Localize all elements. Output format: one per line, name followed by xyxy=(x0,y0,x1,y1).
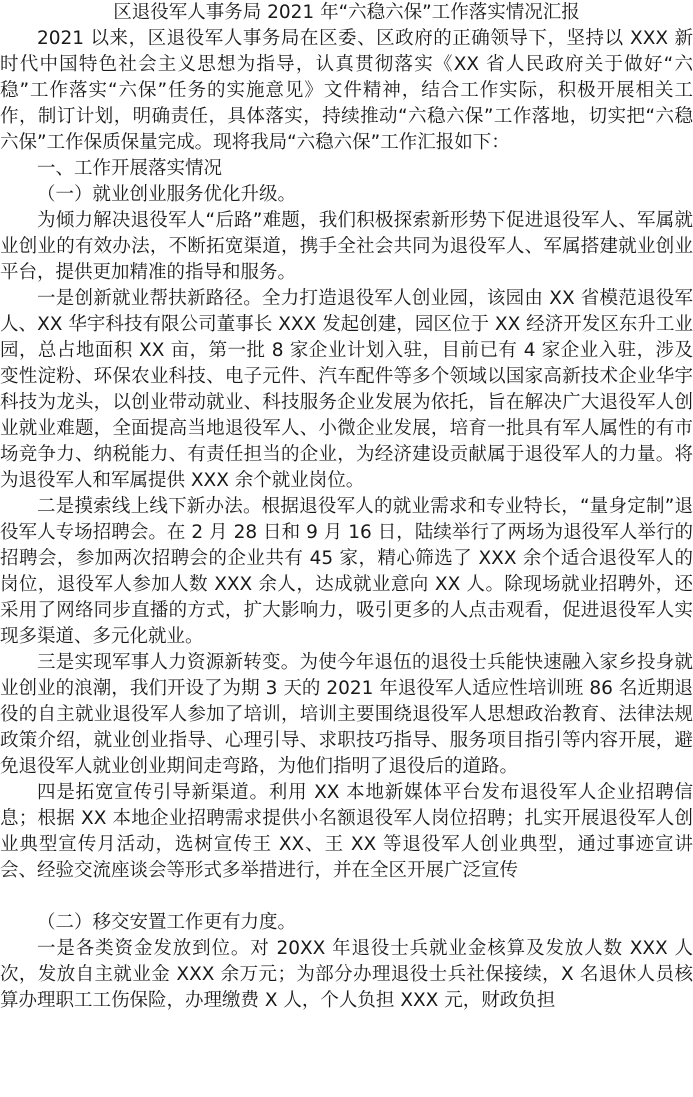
subsection-heading: （一）就业创业服务优化升级。 xyxy=(37,184,297,205)
body-paragraph: 四是拓宽宣传引导新渠道。利用 XX 本地新媒体平台发布退役军人企业招聘信息；根据 XX 本地企业招聘需求提供小名额退役军人岗位招聘；扎实开展退役军人创业典型宣传月活动，选树宣传王 XX、王 XX 等退役军人创业典型，通过事迹宣讲会、经验交流座谈会等形式多举措进行，并在全区开展广泛宣传 xyxy=(0,782,693,881)
body-paragraph: 一是创新就业帮扶新路径。全力打造退役军人创业园，该园由 XX 省模范退役军人、XX 华宇科技有限公司董事长 XXX 发起创建，园区位于 XX 经济开发区东升工业园，总占地面积 XX 亩，第一批 8 家企业计划入驻，目前已有 4 家企业入驻，涉及变性淀粉、环保农业科技、电子元件、汽车配件等多个领域以国家高新技术企业华宇科技为龙头，以创业带动就业、科技服务企业发展为依托，旨在解决广大退役军人创业就业难题，全面提高当地退役军人、小微企业发展，培育一批具有军人属性的有市场竞争力、纳税能力、有责任担当的企业，为经济建设贡献属于退役军人的力量。将为退役军人和军属提供 XXX 余个就业岗位。 xyxy=(0,288,693,491)
subsection-heading: （二）移交安置工作更有力度。 xyxy=(37,912,297,933)
body-paragraph: 一是各类资金发放到位。对 20XX 年退役士兵就业金核算及发放人数 XXX 人次，发放自主就业金 XXX 余万元；为部分办理退役士兵社保接续，X 名退休人员核算办理职工工伤保险，办理缴费 X 人，个人负担 XXX 元，财政负担 xyxy=(0,938,693,1011)
section-heading: 一、工作开展落实情况 xyxy=(37,158,223,179)
body-paragraph: 二是摸索线上线下新办法。根据退役军人的就业需求和专业特长，“量身定制”退役军人专场招聘会。在 2 月 28 日和 9 月 16 日，陆续举行了两场为退役军人举行的招聘会，参加两次招聘会的企业共有 45 家，精心筛选了 XXX 余个适合退役军人的岗位，退役军人参加人数 XXX 余人，达成就业意向 XX 人。除现场就业招聘外，还采用了网络同步直播的方式，扩大影响力，吸引更多的人点击观看，促进退役军人实现多渠道、多元化就业。 xyxy=(0,496,693,647)
paragraph-gap xyxy=(0,884,693,910)
body-paragraph: 三是实现军事人力资源新转变。为使今年退伍的退役士兵能快速融入家乡投身就业创业的浪潮，我们开设了为期 3 天的 2021 年退役军人适应性培训班 86 名近期退役的自主就业退役军人参加了培训，培训主要围绕退役军人思想政治教育、法律法规政策介绍，就业创业指导、心理引导、求职技巧指导、服务项目指引等内容开展，避免退役军人就业创业期间走弯路，为他们指明了退役后的道路。 xyxy=(0,652,693,777)
document-title: 区退役军人事务局 2021 年“六稳六保”工作落实情况汇报 xyxy=(113,2,580,23)
body-paragraph: 为倾力解决退役军人“后路”难题，我们积极探索新形势下促进退役军人、军属就业创业的有效办法，不断拓宽渠道，携手全社会共同为退役军人、军属搭建就业创业平台，提供更加精准的指导和服务。 xyxy=(0,210,693,283)
intro-paragraph: 2021 以来，区退役军人事务局在区委、区政府的正确领导下，坚持以 XXX 新时代中国特色社会主义思想为指导，认真贯彻落实《XX 省人民政府关于做好“六稳”工作落实“六保”任务的实施意见》文件精神，结合工作实际，积极开展相关工作，制订计划，明确责任，具体落实，持续推动“六稳六保”工作落地，切实把“六稳六保”工作保质保量完成。现将我局“六稳六保”工作汇报如下： xyxy=(0,28,693,153)
